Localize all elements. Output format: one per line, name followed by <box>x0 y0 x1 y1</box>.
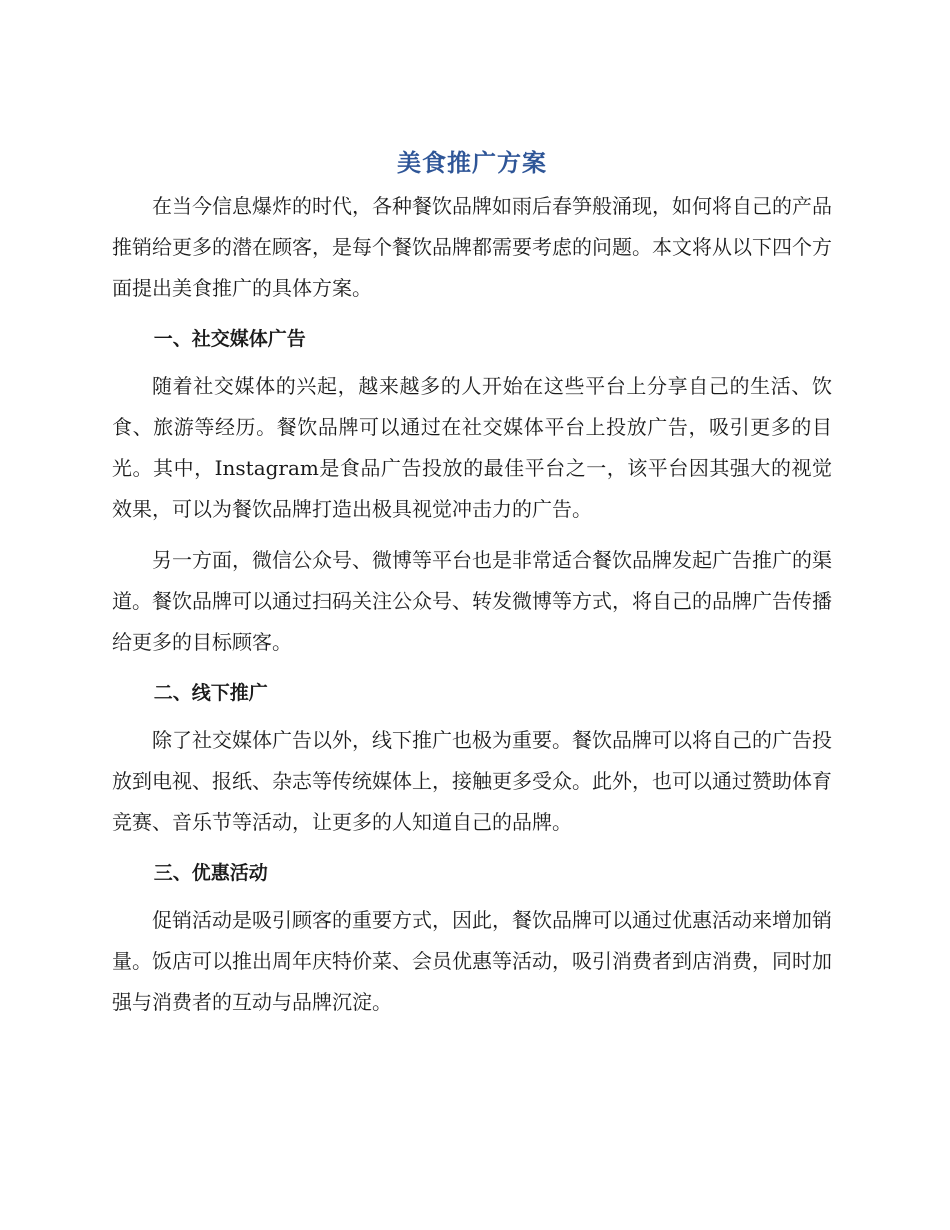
section-paragraph: 另一方面，微信公众号、微博等平台也是非常适合餐饮品牌发起广告推广的渠道。餐饮品牌可以通过扫码关注公众号、转发微博等方式，将自己的品牌广告传播给更多的目标顾客。 <box>112 548 832 654</box>
section-paragraph: 除了社交媒体广告以外，线下推广也极为重要。餐饮品牌可以将自己的广告投放到电视、报纸、杂志等传统媒体上，接触更多受众。此外，也可以通过赞助体育竞赛、音乐节等活动，让更多的人知道自己的品牌。 <box>112 728 832 834</box>
intro-paragraph: 在当今信息爆炸的时代，各种餐饮品牌如雨后春笋般涌现，如何将自己的产品推销给更多的潜在顾客，是每个餐饮品牌都需要考虑的问题。本文将从以下四个方面提出美食推广的具体方案。 <box>112 194 832 300</box>
section-discount-activities <box>112 853 832 1023</box>
section-heading: 一、社交媒体广告 <box>153 328 306 350</box>
section-social-media <box>112 319 832 663</box>
section-heading: 二、线下推广 <box>153 682 268 704</box>
section-paragraph: 随着社交媒体的兴起，越来越多的人开始在这些平台上分享自己的生活、饮食、旅游等经历。餐饮品牌可以通过在社交媒体平台上投放广告，吸引更多的目光。其中，Instagram是食品广告投放的最佳平台之一，该平台因其强大的视觉效果，可以为餐饮品牌打造出极具视觉冲击力的广告。 <box>112 374 832 521</box>
document-title: 美食推广方案 <box>397 149 547 177</box>
section-paragraph: 促销活动是吸引顾客的重要方式，因此，餐饮品牌可以通过优惠活动来增加销量。饭店可以推出周年庆特价菜、会员优惠等活动，吸引消费者到店消费，同时加强与消费者的互动与品牌沉淀。 <box>112 908 832 1014</box>
section-heading: 三、优惠活动 <box>153 862 268 884</box>
section-offline-promotion <box>112 673 832 843</box>
